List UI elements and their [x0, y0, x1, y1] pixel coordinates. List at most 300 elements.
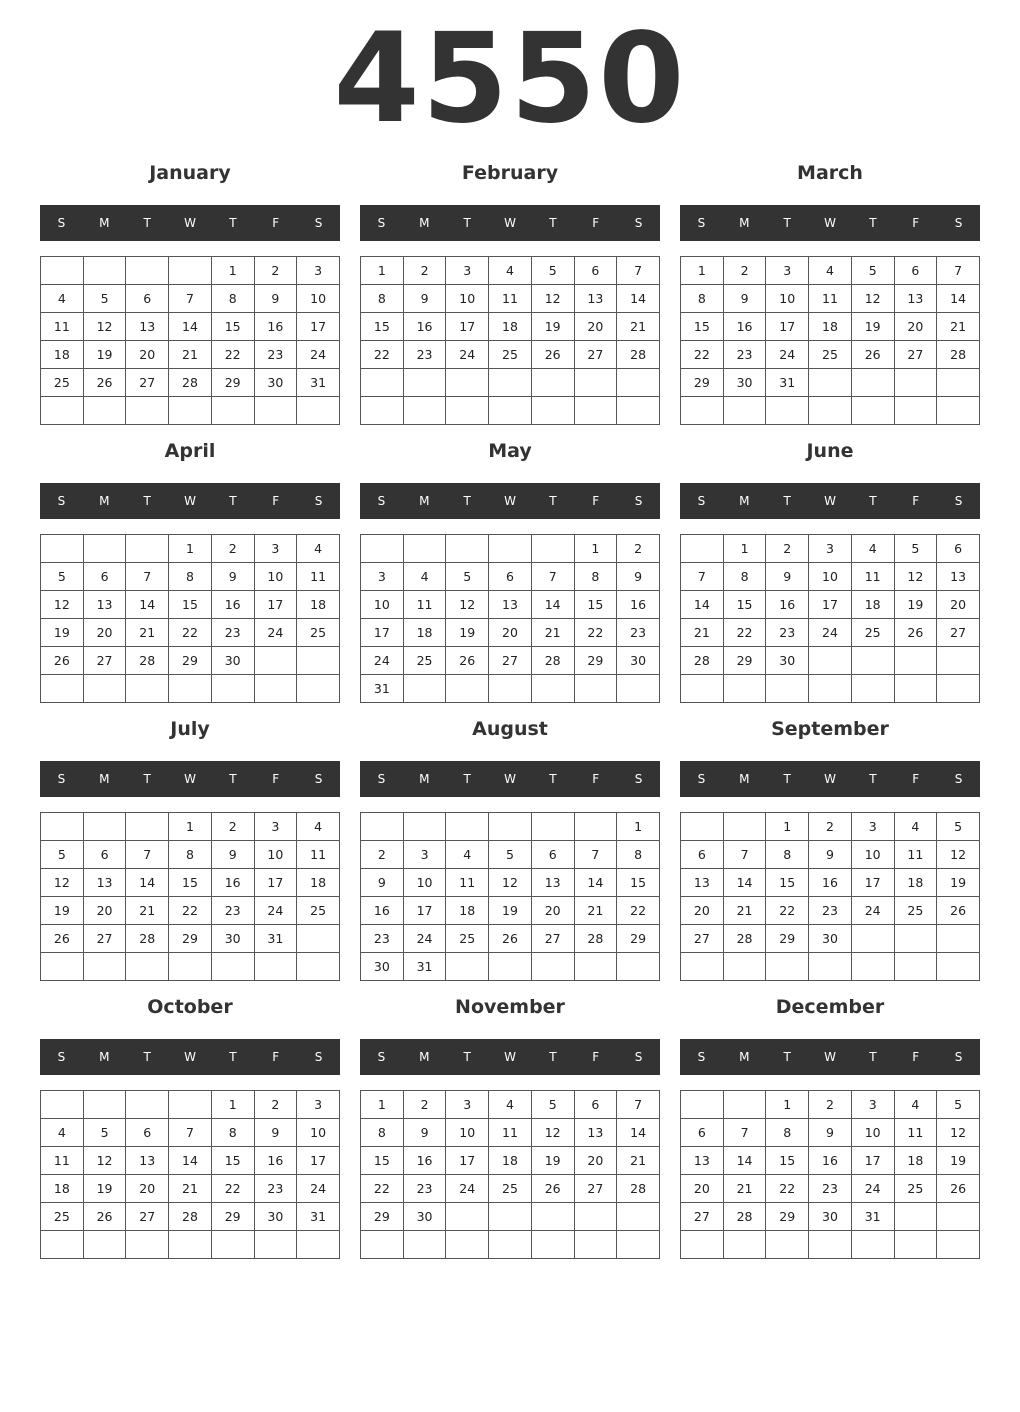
day-cell: 18 — [894, 1147, 937, 1175]
empty-day-cell — [766, 953, 809, 981]
day-cell: 8 — [617, 841, 660, 869]
day-cell: 21 — [169, 341, 212, 369]
empty-day-cell — [937, 953, 980, 981]
day-cell: 19 — [489, 897, 532, 925]
week-row — [361, 535, 660, 563]
empty-day-cell — [531, 397, 574, 425]
day-cell: 14 — [531, 591, 574, 619]
day-cell: 10 — [403, 869, 446, 897]
day-cell: 1 — [169, 813, 212, 841]
day-cell: 18 — [851, 591, 894, 619]
day-cell: 9 — [766, 563, 809, 591]
day-cell: 1 — [681, 257, 724, 285]
month-title: September — [771, 718, 889, 740]
empty-day-cell — [254, 953, 297, 981]
empty-day-cell — [723, 813, 766, 841]
day-cell: 7 — [937, 257, 980, 285]
weekday-label: T — [463, 772, 471, 786]
empty-day-cell — [851, 925, 894, 953]
day-cell: 17 — [361, 619, 404, 647]
day-cell: 26 — [446, 647, 489, 675]
day-cell: 23 — [211, 897, 254, 925]
day-cell: 22 — [617, 897, 660, 925]
day-cell: 21 — [617, 1147, 660, 1175]
week-row — [361, 369, 660, 397]
day-cell: 4 — [446, 841, 489, 869]
day-cell: 22 — [169, 619, 212, 647]
day-cell: 12 — [531, 1119, 574, 1147]
day-cell: 1 — [617, 813, 660, 841]
day-grid — [360, 1090, 660, 1259]
day-cell: 29 — [574, 647, 617, 675]
day-cell: 11 — [851, 563, 894, 591]
day-cell: 18 — [41, 341, 84, 369]
day-cell: 6 — [83, 841, 126, 869]
day-cell: 26 — [41, 925, 84, 953]
empty-day-cell — [489, 1231, 532, 1259]
day-grid — [40, 1090, 340, 1259]
empty-day-cell — [894, 675, 937, 703]
day-cell: 17 — [851, 1147, 894, 1175]
week-row — [361, 1231, 660, 1259]
weekday-label: S — [954, 494, 963, 508]
month-title: November — [455, 996, 565, 1018]
day-cell: 5 — [531, 257, 574, 285]
day-cell: 12 — [83, 1147, 126, 1175]
weekday-label: T — [549, 216, 557, 230]
day-grid — [40, 812, 340, 981]
weekday-label: T — [463, 216, 471, 230]
empty-day-cell — [403, 397, 446, 425]
day-cell: 5 — [489, 841, 532, 869]
weekday-label: S — [697, 216, 706, 230]
day-cell: 3 — [851, 1091, 894, 1119]
day-cell: 31 — [254, 925, 297, 953]
week-row — [361, 813, 660, 841]
day-cell: 10 — [254, 563, 297, 591]
day-cell: 9 — [809, 1119, 852, 1147]
day-cell: 28 — [617, 341, 660, 369]
day-cell: 31 — [361, 675, 404, 703]
empty-day-cell — [83, 813, 126, 841]
day-cell: 12 — [937, 1119, 980, 1147]
weekday-label: M — [99, 772, 110, 786]
day-cell: 25 — [297, 897, 340, 925]
week-row — [41, 953, 340, 981]
empty-day-cell — [766, 1231, 809, 1259]
empty-day-cell — [723, 397, 766, 425]
empty-day-cell — [446, 369, 489, 397]
empty-day-cell — [254, 397, 297, 425]
empty-day-cell — [361, 813, 404, 841]
day-cell: 27 — [574, 341, 617, 369]
weekday-label: F — [912, 216, 920, 230]
day-cell: 15 — [169, 869, 212, 897]
day-cell: 1 — [211, 1091, 254, 1119]
day-cell: 9 — [211, 563, 254, 591]
day-cell: 7 — [169, 1119, 212, 1147]
day-cell: 14 — [723, 1147, 766, 1175]
day-cell: 14 — [617, 1119, 660, 1147]
week-row — [681, 341, 980, 369]
day-cell: 28 — [723, 925, 766, 953]
day-cell: 19 — [937, 869, 980, 897]
empty-day-cell — [169, 397, 212, 425]
day-cell: 5 — [41, 563, 84, 591]
weekday-label: S — [314, 1050, 323, 1064]
empty-day-cell — [681, 813, 724, 841]
day-cell: 30 — [723, 369, 766, 397]
empty-day-cell — [169, 953, 212, 981]
day-cell: 26 — [489, 925, 532, 953]
day-cell: 28 — [169, 369, 212, 397]
empty-day-cell — [403, 369, 446, 397]
day-cell: 20 — [681, 897, 724, 925]
day-cell: 2 — [809, 813, 852, 841]
week-row — [681, 563, 980, 591]
day-grid — [680, 256, 980, 425]
week-row — [41, 897, 340, 925]
day-cell: 7 — [723, 1119, 766, 1147]
day-cell: 14 — [126, 591, 169, 619]
day-cell: 3 — [766, 257, 809, 285]
weekday-label: S — [377, 772, 386, 786]
day-cell: 12 — [937, 841, 980, 869]
day-cell: 26 — [83, 369, 126, 397]
empty-day-cell — [809, 675, 852, 703]
weekday-label: M — [99, 1050, 110, 1064]
day-cell: 2 — [617, 535, 660, 563]
day-cell: 27 — [83, 647, 126, 675]
day-cell: 27 — [489, 647, 532, 675]
day-cell: 12 — [851, 285, 894, 313]
week-row — [361, 1091, 660, 1119]
day-cell: 2 — [211, 813, 254, 841]
day-cell: 9 — [403, 1119, 446, 1147]
week-row — [41, 647, 340, 675]
day-cell: 1 — [766, 813, 809, 841]
day-cell: 29 — [723, 647, 766, 675]
day-cell: 30 — [254, 1203, 297, 1231]
weekday-label: T — [143, 216, 151, 230]
week-row — [361, 285, 660, 313]
empty-day-cell — [169, 675, 212, 703]
day-cell: 10 — [446, 285, 489, 313]
day-cell: 28 — [126, 647, 169, 675]
week-row — [41, 1231, 340, 1259]
weekday-label: T — [463, 494, 471, 508]
weekday-label: S — [57, 216, 66, 230]
week-row — [361, 869, 660, 897]
empty-day-cell — [723, 1091, 766, 1119]
weekday-label: M — [739, 1050, 750, 1064]
empty-day-cell — [894, 1231, 937, 1259]
day-cell: 13 — [681, 1147, 724, 1175]
day-cell: 12 — [894, 563, 937, 591]
day-cell: 2 — [403, 257, 446, 285]
day-cell: 25 — [446, 925, 489, 953]
day-cell: 9 — [403, 285, 446, 313]
weekday-label: S — [377, 494, 386, 508]
day-cell: 3 — [446, 257, 489, 285]
day-cell: 15 — [617, 869, 660, 897]
day-cell: 7 — [723, 841, 766, 869]
week-row — [361, 925, 660, 953]
week-row — [681, 1091, 980, 1119]
empty-day-cell — [937, 925, 980, 953]
day-cell: 15 — [574, 591, 617, 619]
day-cell: 3 — [297, 1091, 340, 1119]
day-cell: 8 — [211, 285, 254, 313]
month-title: August — [472, 718, 548, 740]
day-cell: 19 — [446, 619, 489, 647]
day-cell: 19 — [83, 341, 126, 369]
week-row — [41, 257, 340, 285]
day-cell: 3 — [254, 535, 297, 563]
day-grid — [680, 812, 980, 981]
empty-day-cell — [297, 925, 340, 953]
weekday-label: F — [592, 1050, 600, 1064]
week-row — [681, 869, 980, 897]
day-cell: 9 — [617, 563, 660, 591]
day-cell: 23 — [403, 341, 446, 369]
empty-day-cell — [297, 647, 340, 675]
day-cell: 5 — [937, 813, 980, 841]
empty-day-cell — [851, 369, 894, 397]
day-cell: 29 — [766, 1203, 809, 1231]
day-cell: 7 — [531, 563, 574, 591]
week-row — [361, 591, 660, 619]
week-row — [41, 1091, 340, 1119]
empty-day-cell — [574, 953, 617, 981]
day-cell: 12 — [41, 591, 84, 619]
day-cell: 11 — [446, 869, 489, 897]
day-cell: 4 — [489, 257, 532, 285]
day-cell: 31 — [766, 369, 809, 397]
day-cell: 30 — [809, 925, 852, 953]
week-row — [681, 313, 980, 341]
empty-day-cell — [809, 953, 852, 981]
day-cell: 5 — [937, 1091, 980, 1119]
week-row — [681, 285, 980, 313]
day-cell: 12 — [446, 591, 489, 619]
week-row — [681, 925, 980, 953]
week-row — [681, 257, 980, 285]
empty-day-cell — [41, 675, 84, 703]
day-cell: 16 — [403, 1147, 446, 1175]
weekday-label: W — [184, 772, 196, 786]
empty-day-cell — [254, 647, 297, 675]
day-cell: 3 — [809, 535, 852, 563]
day-cell: 15 — [211, 313, 254, 341]
day-cell: 11 — [297, 841, 340, 869]
day-cell: 13 — [574, 285, 617, 313]
day-cell: 13 — [126, 313, 169, 341]
week-row — [681, 397, 980, 425]
empty-day-cell — [894, 397, 937, 425]
day-cell: 13 — [937, 563, 980, 591]
day-cell: 3 — [403, 841, 446, 869]
day-cell: 23 — [254, 1175, 297, 1203]
week-row — [41, 869, 340, 897]
day-cell: 8 — [723, 563, 766, 591]
day-cell: 16 — [211, 869, 254, 897]
empty-day-cell — [41, 1091, 84, 1119]
empty-day-cell — [937, 1203, 980, 1231]
week-row — [41, 591, 340, 619]
weekday-label: T — [229, 772, 237, 786]
day-cell: 12 — [531, 285, 574, 313]
day-cell: 24 — [446, 341, 489, 369]
day-cell: 9 — [211, 841, 254, 869]
day-cell: 17 — [851, 869, 894, 897]
day-cell: 15 — [766, 1147, 809, 1175]
day-cell: 6 — [489, 563, 532, 591]
day-cell: 13 — [83, 869, 126, 897]
weekday-label: S — [954, 216, 963, 230]
day-cell: 22 — [211, 1175, 254, 1203]
empty-day-cell — [681, 1231, 724, 1259]
weekday-label: T — [229, 1050, 237, 1064]
weekday-label: M — [419, 772, 430, 786]
day-grid — [680, 1090, 980, 1259]
weekday-label: M — [99, 216, 110, 230]
day-cell: 22 — [766, 1175, 809, 1203]
day-cell: 2 — [211, 535, 254, 563]
empty-day-cell — [617, 953, 660, 981]
empty-day-cell — [574, 397, 617, 425]
month-title: February — [461, 162, 559, 184]
day-cell: 24 — [446, 1175, 489, 1203]
week-row — [41, 313, 340, 341]
day-cell: 27 — [681, 925, 724, 953]
day-cell: 16 — [211, 591, 254, 619]
empty-day-cell — [851, 1231, 894, 1259]
day-cell: 17 — [297, 1147, 340, 1175]
day-cell: 30 — [211, 647, 254, 675]
day-cell: 14 — [937, 285, 980, 313]
day-cell: 31 — [297, 1203, 340, 1231]
empty-day-cell — [83, 953, 126, 981]
day-cell: 8 — [681, 285, 724, 313]
empty-day-cell — [361, 1231, 404, 1259]
day-cell: 26 — [531, 1175, 574, 1203]
month-title: March — [797, 162, 863, 184]
day-cell: 24 — [403, 925, 446, 953]
day-cell: 24 — [361, 647, 404, 675]
empty-day-cell — [41, 535, 84, 563]
day-cell: 11 — [894, 1119, 937, 1147]
week-row — [361, 897, 660, 925]
day-cell: 10 — [446, 1119, 489, 1147]
empty-day-cell — [851, 397, 894, 425]
day-cell: 13 — [681, 869, 724, 897]
day-cell: 18 — [297, 591, 340, 619]
weekday-label: F — [272, 494, 280, 508]
day-cell: 18 — [446, 897, 489, 925]
weekday-label: W — [504, 1050, 516, 1064]
week-row — [361, 397, 660, 425]
empty-day-cell — [681, 535, 724, 563]
weekday-label: W — [504, 772, 516, 786]
weekday-label: F — [912, 772, 920, 786]
day-cell: 19 — [937, 1147, 980, 1175]
empty-day-cell — [531, 1203, 574, 1231]
day-cell: 24 — [297, 1175, 340, 1203]
day-cell: 24 — [766, 341, 809, 369]
day-cell: 29 — [211, 369, 254, 397]
day-cell: 21 — [531, 619, 574, 647]
empty-day-cell — [574, 675, 617, 703]
week-row — [681, 813, 980, 841]
weekday-label: T — [869, 216, 877, 230]
day-cell: 22 — [723, 619, 766, 647]
day-cell: 15 — [361, 313, 404, 341]
day-cell: 3 — [446, 1091, 489, 1119]
week-row — [681, 619, 980, 647]
week-row — [681, 1203, 980, 1231]
empty-day-cell — [83, 535, 126, 563]
day-cell: 29 — [681, 369, 724, 397]
day-cell: 10 — [361, 591, 404, 619]
day-cell: 4 — [851, 535, 894, 563]
empty-day-cell — [809, 1231, 852, 1259]
empty-day-cell — [489, 369, 532, 397]
empty-day-cell — [574, 369, 617, 397]
weekday-label: W — [824, 772, 836, 786]
day-cell: 22 — [361, 1175, 404, 1203]
weekday-label: S — [634, 772, 643, 786]
week-row — [361, 257, 660, 285]
weekday-label: S — [954, 1050, 963, 1064]
weekday-label: M — [99, 494, 110, 508]
day-cell: 9 — [361, 869, 404, 897]
day-cell: 2 — [766, 535, 809, 563]
weekday-label: M — [739, 216, 750, 230]
weekday-header — [680, 1039, 980, 1075]
day-cell: 26 — [894, 619, 937, 647]
day-cell: 30 — [766, 647, 809, 675]
day-cell: 7 — [617, 257, 660, 285]
month-title: June — [806, 440, 854, 462]
empty-day-cell — [894, 925, 937, 953]
month-title: October — [147, 996, 233, 1018]
empty-day-cell — [809, 397, 852, 425]
day-cell: 10 — [297, 1119, 340, 1147]
week-row — [41, 813, 340, 841]
day-cell: 2 — [809, 1091, 852, 1119]
weekday-header — [360, 483, 660, 519]
day-cell: 30 — [211, 925, 254, 953]
day-cell: 7 — [681, 563, 724, 591]
week-row — [41, 1203, 340, 1231]
week-row — [41, 535, 340, 563]
empty-day-cell — [41, 397, 84, 425]
empty-day-cell — [723, 1231, 766, 1259]
day-cell: 14 — [574, 869, 617, 897]
empty-day-cell — [937, 675, 980, 703]
day-cell: 19 — [851, 313, 894, 341]
empty-day-cell — [851, 647, 894, 675]
day-cell: 2 — [723, 257, 766, 285]
day-cell: 10 — [809, 563, 852, 591]
empty-day-cell — [489, 397, 532, 425]
day-cell: 21 — [617, 313, 660, 341]
weekday-label: M — [419, 494, 430, 508]
empty-day-cell — [617, 397, 660, 425]
day-cell: 29 — [169, 925, 212, 953]
day-cell: 6 — [681, 841, 724, 869]
